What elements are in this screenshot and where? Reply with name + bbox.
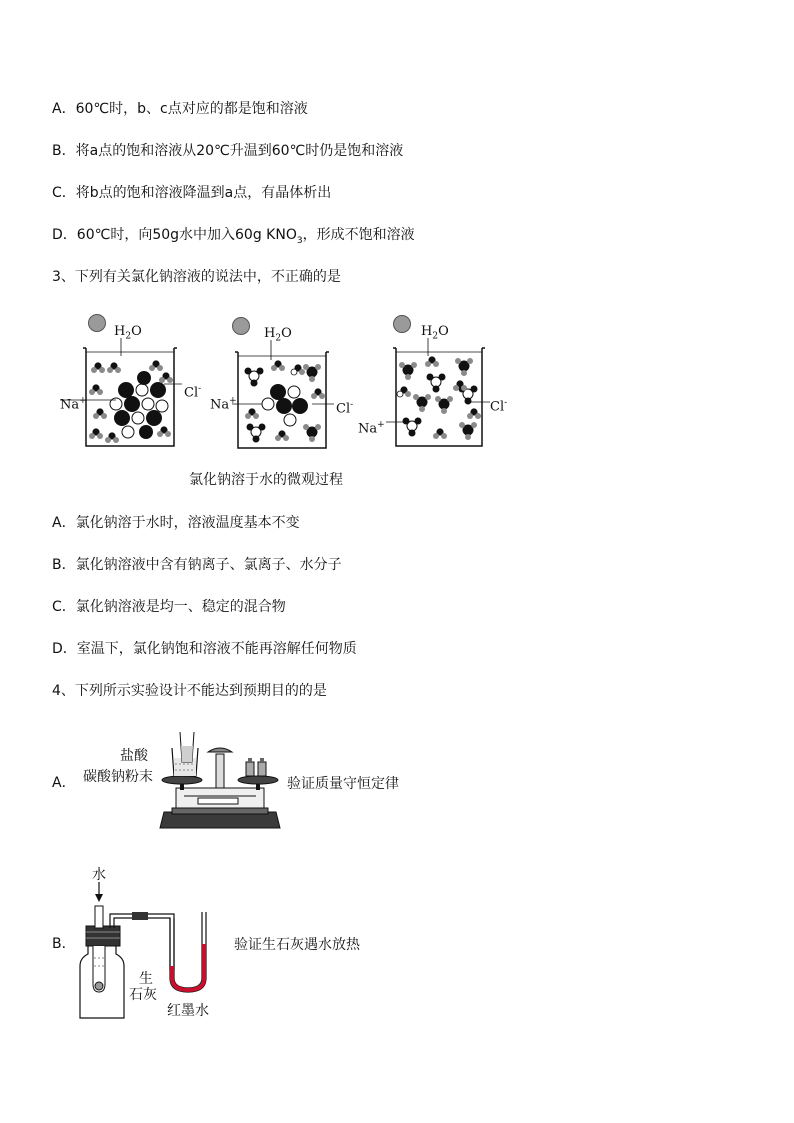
option-label: B． [52, 143, 76, 159]
q3-question: 3、下列有关氯化钠溶液的说法中，不正确的是 [52, 269, 341, 285]
water-label: 水 [92, 867, 106, 883]
lime-label-1: 生 [139, 971, 153, 987]
cl-label-3: Cl- [490, 398, 508, 415]
cl-label-1: Cl- [184, 384, 202, 401]
option-label: A． [52, 515, 76, 531]
subscript: 3 [296, 235, 303, 246]
cl-label-2: Cl- [336, 400, 354, 417]
na-label-2: Na+ [210, 396, 237, 413]
q2-option-c [52, 184, 331, 202]
q4-option-b-label: B． [52, 936, 76, 952]
balance-svg [150, 724, 290, 834]
option-label: D． [52, 641, 77, 657]
hcl-label: 盐酸 [120, 748, 148, 764]
q4-option-b-caption: 验证生石灰遇水放热 [234, 937, 360, 953]
q4-option-a-caption: 验证质量守恒定律 [287, 776, 399, 792]
q3-option-d [52, 640, 357, 658]
option-label: C． [52, 599, 76, 615]
nacl-dissolution-figure [56, 308, 526, 458]
option-text: 氯化钠溶液是均一、稳定的混合物 [75, 599, 286, 615]
q2-option-b [52, 142, 403, 160]
q4-question: 4、下列所示实验设计不能达到预期目的的是 [52, 683, 327, 699]
balance-figure [150, 724, 290, 834]
option-text: 将b点的饱和溶液降温到a点，有晶体析出 [75, 185, 332, 201]
q3-option-b [52, 556, 342, 574]
option-text-end: ，形成不饱和溶液 [302, 227, 415, 243]
q2-option-d [52, 226, 415, 250]
option-label: D． [52, 227, 77, 243]
option-text: 60℃时，向50g水中加入60g KNO [76, 227, 297, 243]
na-label-1: Na+ [60, 396, 87, 413]
water-label-2: $H_2O$ [264, 326, 292, 344]
water-label-1: $H_2O$ [114, 324, 142, 342]
option-text: 氯化钠溶于水时，溶液温度基本不变 [75, 515, 300, 531]
option-label: A． [52, 101, 76, 117]
option-text: 60℃时，b、c点对应的都是饱和溶液 [75, 101, 308, 117]
lime-label-2: 石灰 [129, 987, 157, 1003]
option-text: 室温下，氯化钠饱和溶液不能再溶解任何物质 [76, 641, 357, 657]
red-ink [170, 944, 206, 992]
option-label: B． [52, 557, 76, 573]
q3-option-a [52, 514, 300, 532]
option-label: C． [52, 185, 76, 201]
ink-label: 红墨水 [167, 1003, 209, 1019]
q4-option-a-label: A． [52, 775, 76, 791]
na-label-3: Na+ [358, 420, 385, 437]
na2co3-label: 碳酸钠粉末 [83, 769, 153, 785]
option-text: 将a点的饱和溶液从20℃升温到60℃时仍是饱和溶液 [75, 143, 404, 159]
q3-option-c [52, 598, 286, 616]
water-model-icon [89, 315, 106, 332]
figure-caption: 氯化钠溶于水的微观过程 [189, 472, 343, 488]
q2-option-a [52, 100, 308, 118]
water-label-3: $H_2O$ [421, 324, 449, 342]
option-text: 氯化钠溶液中含有钠离子、氯离子、水分子 [75, 557, 342, 573]
